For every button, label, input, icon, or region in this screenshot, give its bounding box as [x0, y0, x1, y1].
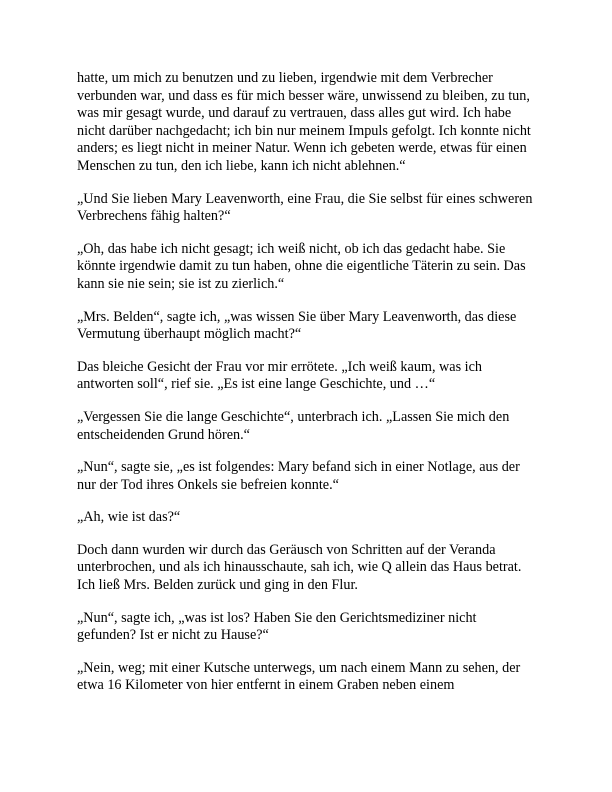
paragraph: Doch dann wurden wir durch das Geräusch von Schritten auf der Veranda unterbrochen, und als ich hinausschaute, sah ich, wie Q allein das Haus betrat. Ich ließ Mrs. Belden zurück und ging in den Flur. [77, 541, 522, 594]
paragraph: hatte, um mich zu benutzen und zu lieben, irgendwie mit dem Verbrecher verbunden war, und dass es für mich besser wäre, unwissend zu bleiben, zu tun, was mir gesagt wurde, und darauf zu vertrauen, dass alles gut wird. Ich habe nicht darüber nachgedacht; ich bin nur meinem Impuls gefolgt. Ich konnte nicht anders; es liegt nicht in meiner Natur. Wenn ich gebeten werde, etwas für einen Menschen zu tun, den ich liebe, kann ich nicht ablehnen.“ [77, 70, 531, 174]
paragraph: „Mrs. Belden“, sagte ich, „was wissen Sie über Mary Leavenworth, das diese Vermutung überhaupt möglich macht?“ [77, 308, 517, 343]
paragraph: „Ah, wie ist das?“ [77, 509, 181, 526]
paragraph: „Nun“, sagte sie, „es ist folgendes: Mary befand sich in einer Notlage, aus der nur der Tod ihres Onkels sie befreien konnte.“ [77, 459, 520, 493]
paragraph: „Oh, das habe ich nicht gesagt; ich weiß nicht, ob ich das gedacht habe. Sie könnte irgendwie damit zu tun haben, ohne die eigentliche Täterin zu sein. Das kann sie nie sein; sie ist zu zierlich.“ [77, 240, 526, 292]
body-text [77, 70, 539, 710]
paragraph: „Nun“, sagte ich, „was ist los? Haben Sie den Gerichtsmediziner nicht gefunden? Ist er nicht zu Hause?“ [77, 609, 477, 644]
paragraph: Das bleiche Gesicht der Frau vor mir errötete. „Ich weiß kaum, was ich antworten soll“, rief sie. „Es ist eine lange Geschichte, und …“ [77, 358, 482, 393]
paragraph: „Vergessen Sie die lange Geschichte“, unterbrach ich. „Lassen Sie mich den entscheidenden Grund hören.“ [77, 408, 510, 443]
paragraph: „Und Sie lieben Mary Leavenworth, eine Frau, die Sie selbst für eines schweren Verbrechens fähig halten?“ [77, 190, 533, 225]
paragraph: „Nein, weg; mit einer Kutsche unterwegs, um nach einem Mann zu sehen, der etwa 16 Kilometer von hier entfernt in einem Graben neben einem [77, 659, 521, 694]
